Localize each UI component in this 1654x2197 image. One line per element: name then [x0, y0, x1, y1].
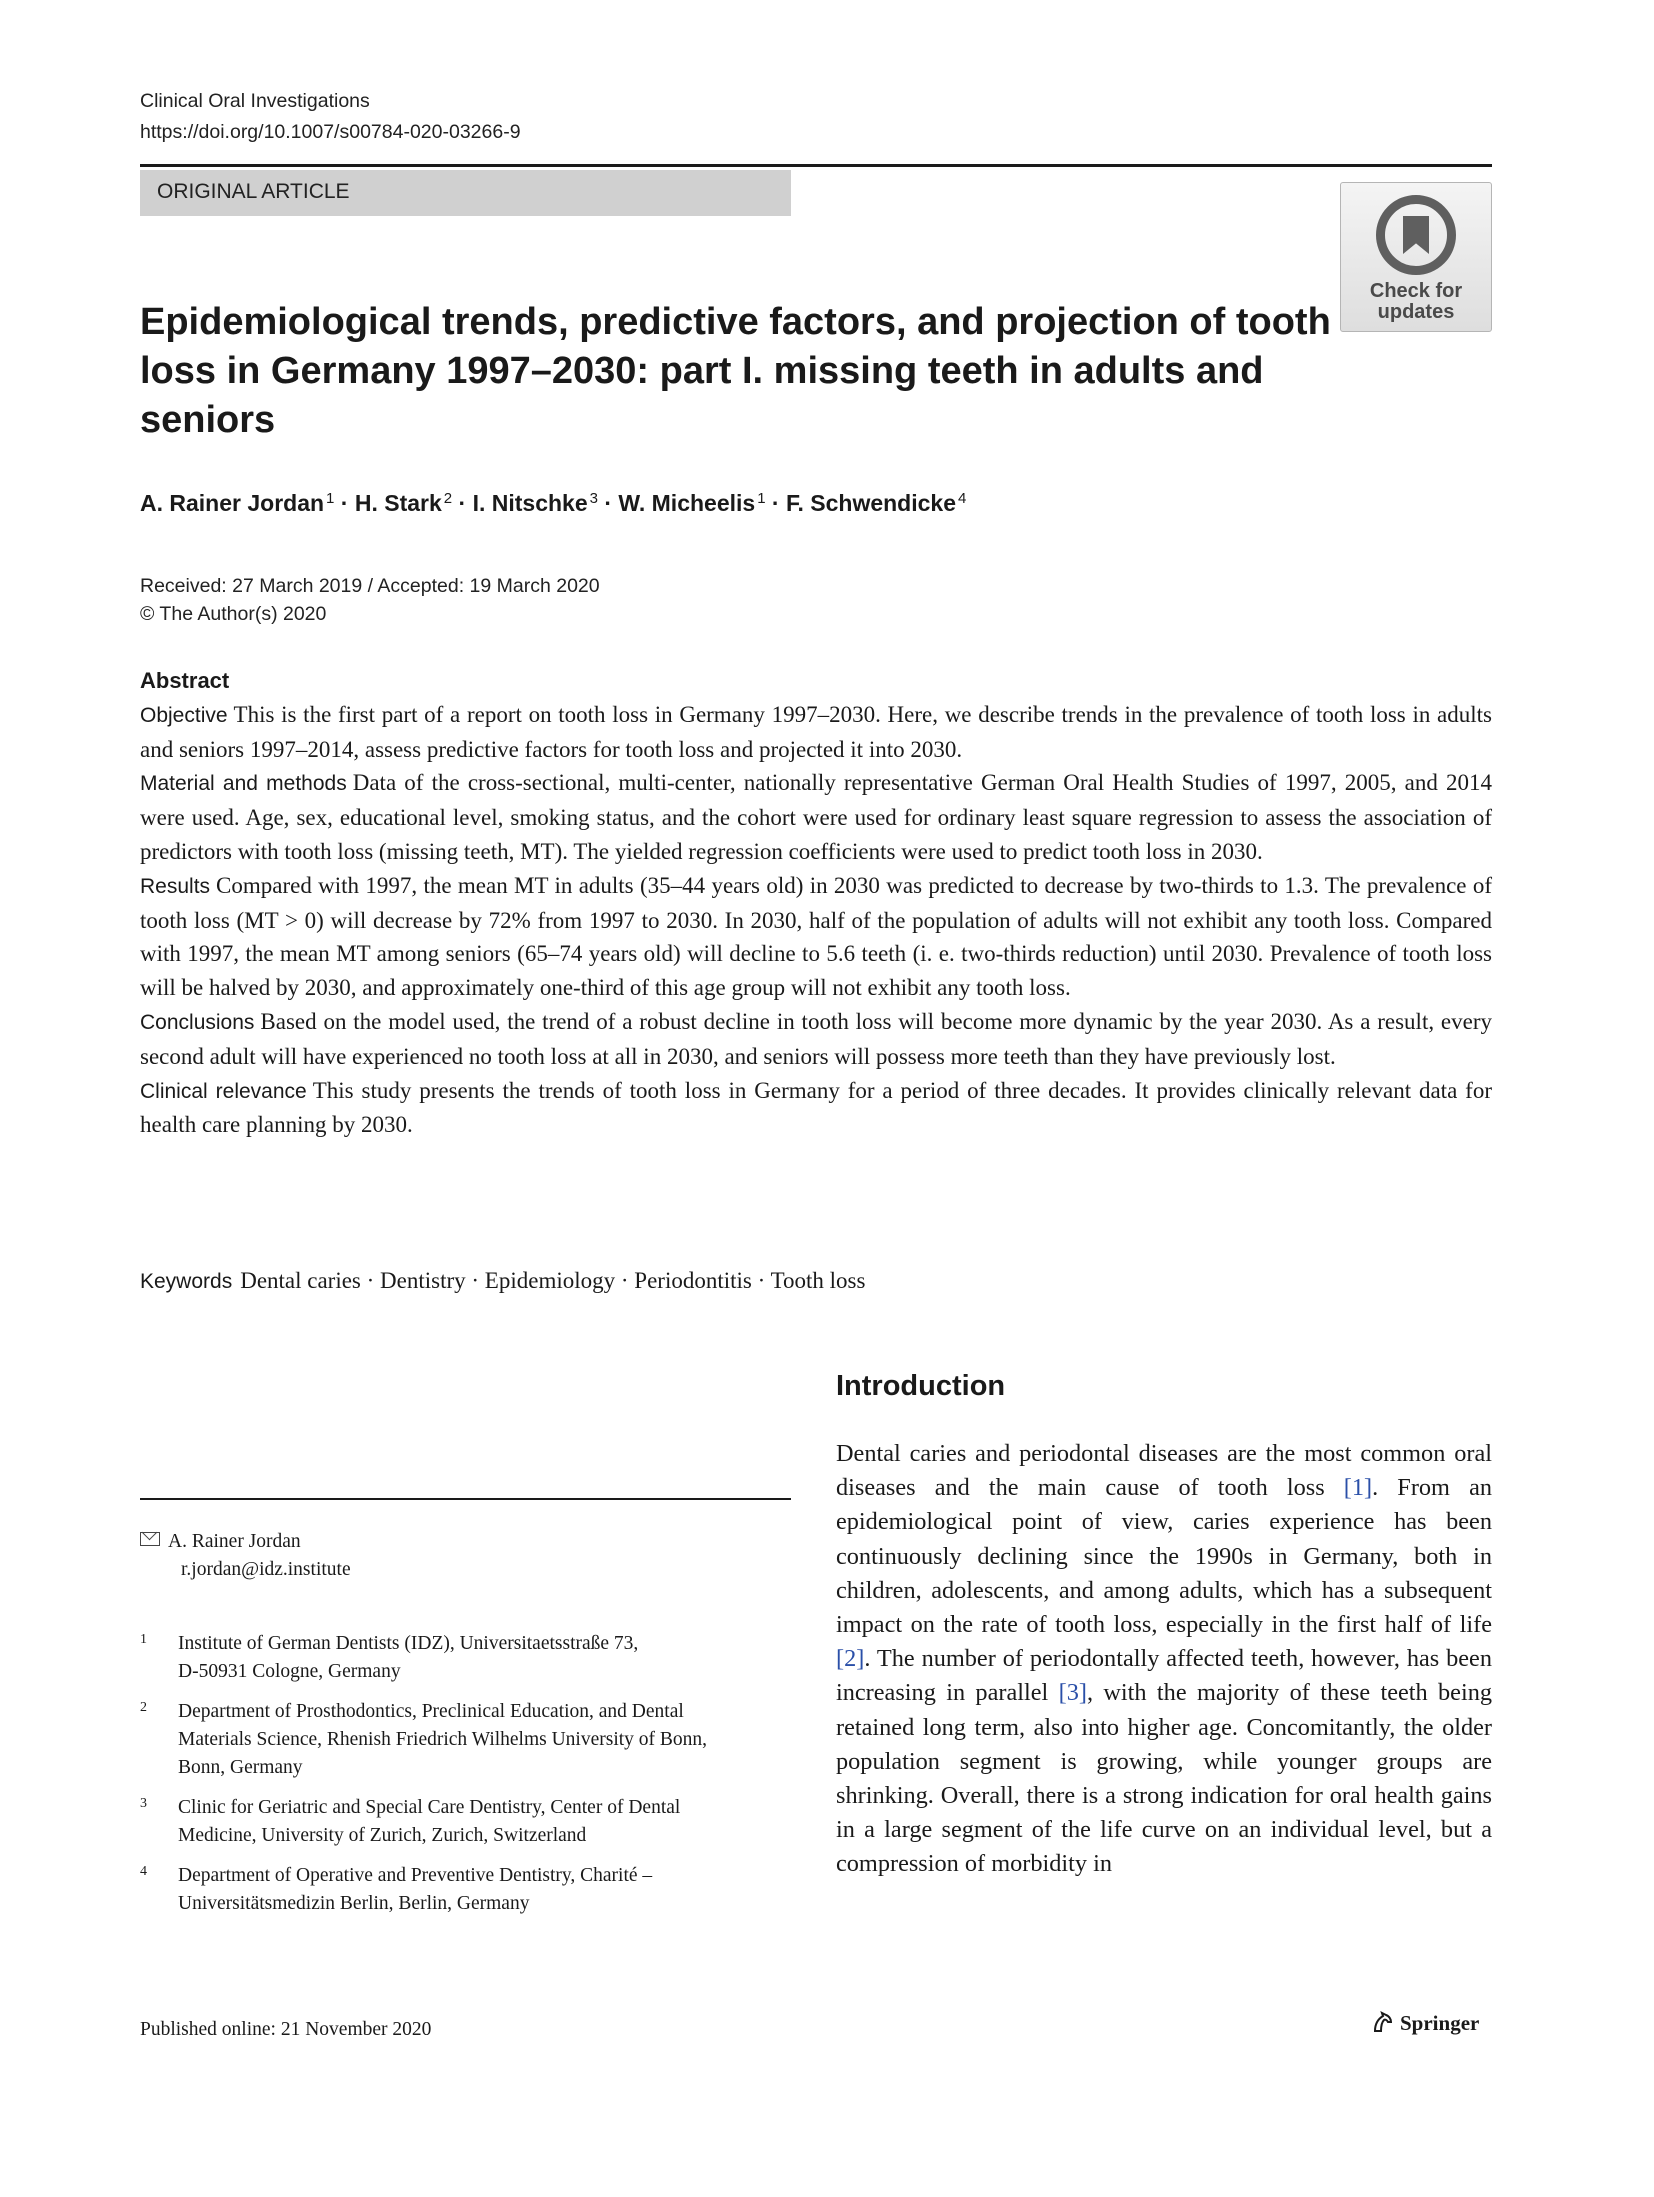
conclusions-label: Conclusions: [140, 1010, 255, 1034]
results-label: Results: [140, 874, 211, 898]
affiliation: [140, 1862, 791, 1918]
abstract-objective: [140, 698, 1492, 767]
affiliation-line: Department of Prosthodontics, Preclinical Education, and Dental: [178, 1701, 684, 1722]
abstract-heading: Abstract: [140, 668, 230, 693]
footnote-rule: [140, 1498, 791, 1500]
relevance-text: This study presents the trends of tooth loss in Germany for a period of three decades. It provides clinically relevant data for health care planning by 2030.: [140, 1077, 1492, 1138]
keywords-label: Keywords: [140, 1270, 233, 1293]
affiliation-number: 2: [140, 1700, 147, 1715]
objective-text: This is the first part of a report on tooth loss in Germany 1997–2030. Here, we describe trends in the prevalence of tooth loss in adults and seniors 1997–2014, assess predictive factors for tooth loss and projected it into 2030.: [140, 701, 1492, 762]
keywords-list: Dental caries · Dentistry · Epidemiology · Periodontitis · Tooth loss: [240, 1268, 866, 1293]
intro-part: . From an epidemiological point of view, caries experience has been continuously declining since the 1990s in Germany, both in children, adolescents, and among adults, which has a subsequent impact on the rate of tooth loss, especially in the first half of life: [836, 1474, 1492, 1639]
correspondence: [140, 1528, 351, 1584]
author-name[interactable]: H. Stark: [354, 490, 442, 516]
methods-label: Material and methods: [140, 772, 347, 796]
check-for-updates-badge[interactable]: [1340, 182, 1492, 332]
author-affiliation-number: 1: [757, 490, 766, 507]
introduction-heading: Introduction: [836, 1370, 1006, 1402]
author-separator: ·: [340, 490, 349, 516]
affiliation: [140, 1630, 791, 1686]
publisher-logo: [1370, 2008, 1479, 2038]
springer-horse-icon: [1370, 2010, 1394, 2034]
abstract: [140, 664, 1492, 1142]
journal-header: [140, 86, 521, 148]
author-separator: ·: [604, 490, 613, 516]
article-dates: [140, 572, 600, 628]
journal-name: Clinical Oral Investigations: [140, 90, 370, 112]
author-affiliation-number: 1: [326, 490, 335, 507]
relevance-label: Clinical relevance: [140, 1079, 307, 1103]
citation-link[interactable]: [2]: [836, 1645, 865, 1673]
affiliation-line: Department of Operative and Preventive Dentistry, Charité –: [178, 1865, 653, 1886]
methods-text: Data of the cross-sectional, multi-center, nationally representative German Oral Health Studies of 1997, 2005, and 2014 were used. Age, sex, educational level, smoking status, and the cohort were used for ordinary least square regression to assess the association of predictors with tooth loss (missing teeth, MT). The yielded regression coefficients were used to predict tooth loss in 2030.: [140, 770, 1492, 864]
results-text: Compared with 1997, the mean MT in adults (35–44 years old) in 2030 was predicted to decrease by two-thirds to 1.3. The prevalence of tooth loss (MT > 0) will decrease by 72% from 1997 to 2030. In 2030, half of the population of adults will not exhibit any tooth loss. Compared with 1997, the mean MT among seniors (65–74 years old) will decline to 5.6 teeth (i. e. two-thirds reduction) until 2030. Prevalence of tooth loss will be halved by 2030, and approximately one-third of this age group will not exhibit any tooth loss.: [140, 872, 1492, 1001]
author-affiliation-number: 2: [443, 490, 453, 507]
affiliation: [140, 1794, 791, 1850]
intro-part: Dental caries and periodontal diseases are the most common oral diseases and the main cause of tooth loss: [836, 1440, 1492, 1502]
envelope-icon: [140, 1532, 160, 1546]
intro-part: , with the majority of these teeth being retained long term, also into higher age. Concomitantly, the older population segment is growing, while younger groups are shrinking. Overall, there is a strong indication for oral health gains in a large segment of the life curve on an individual level, but a compression of morbidity in: [836, 1679, 1493, 1878]
introduction-text: [836, 1437, 1492, 1882]
check-updates-line1: Check for: [1369, 280, 1463, 302]
header-rule: [140, 164, 1492, 167]
author-separator: ·: [458, 490, 467, 516]
affiliation-line: Institute of German Dentists (IDZ), Universitaetsstraße 73,: [178, 1633, 639, 1654]
affiliation-line: Materials Science, Rhenish Friedrich Wilhelms University of Bonn,: [178, 1729, 708, 1750]
publisher-name: Springer: [1400, 2011, 1480, 2035]
author-name[interactable]: I. Nitschke: [472, 490, 588, 516]
author-affiliation-number: 3: [589, 490, 598, 507]
abstract-relevance: [140, 1074, 1492, 1143]
article-type-banner: ORIGINAL ARTICLE: [140, 170, 791, 216]
objective-label: Objective: [140, 703, 228, 727]
affiliation-line: D-50931 Cologne, Germany: [178, 1661, 401, 1682]
affiliation-number: 4: [140, 1864, 147, 1879]
abstract-conclusions: [140, 1005, 1492, 1074]
affiliation-line: Universitätsmedizin Berlin, Berlin, Germany: [178, 1893, 530, 1914]
citation-link[interactable]: [1]: [1343, 1474, 1373, 1502]
published-date: Published online: 21 November 2020: [140, 2019, 432, 2040]
affiliation: [140, 1698, 791, 1782]
abstract-results: [140, 869, 1492, 1005]
affiliation-number: 3: [140, 1796, 147, 1811]
affiliation-line: Clinic for Geriatric and Special Care Dentistry, Center of Dental: [178, 1797, 681, 1818]
conclusions-text: Based on the model used, the trend of a robust decline in tooth loss will become more dynamic by the year 2030. As a result, every second adult will have experienced no tooth loss at all in 2030, and seniors will possess more teeth than they have previously lost.: [140, 1008, 1492, 1069]
abstract-methods: [140, 766, 1492, 868]
intro-part: . The number of periodontally affected teeth, however, has been increasing in parallel: [836, 1645, 1492, 1707]
affiliation-line: Bonn, Germany: [178, 1757, 303, 1778]
author-name[interactable]: W. Micheelis: [618, 490, 756, 516]
affiliation-line: Medicine, University of Zurich, Zurich, Switzerland: [178, 1825, 587, 1846]
citation-link[interactable]: [3]: [1058, 1679, 1087, 1707]
doi-link[interactable]: https://doi.org/10.1007/s00784-020-03266-9: [140, 121, 521, 143]
keywords: [140, 1264, 865, 1299]
author-name[interactable]: F. Schwendicke: [785, 490, 956, 516]
bookmark-icon: [1376, 195, 1456, 275]
received-accepted: Received: 27 March 2019 / Accepted: 19 March 2020: [140, 575, 600, 597]
article-title: Epidemiological trends, predictive factors, and projection of tooth loss in Germany 1997–2030: part I. missing teeth in adults and seniors: [140, 301, 1331, 441]
corresponding-email[interactable]: r.jordan@idz.institute: [181, 1559, 351, 1580]
author-separator: ·: [771, 490, 780, 516]
check-updates-line2: updates: [1377, 301, 1455, 323]
author-name[interactable]: A. Rainer Jordan: [140, 490, 325, 516]
corresponding-author: A. Rainer Jordan: [168, 1531, 301, 1552]
copyright: © The Author(s) 2020: [140, 603, 327, 625]
author-affiliation-number: 4: [958, 490, 967, 507]
affiliation-number: 1: [140, 1632, 147, 1647]
author-list: [140, 486, 966, 520]
